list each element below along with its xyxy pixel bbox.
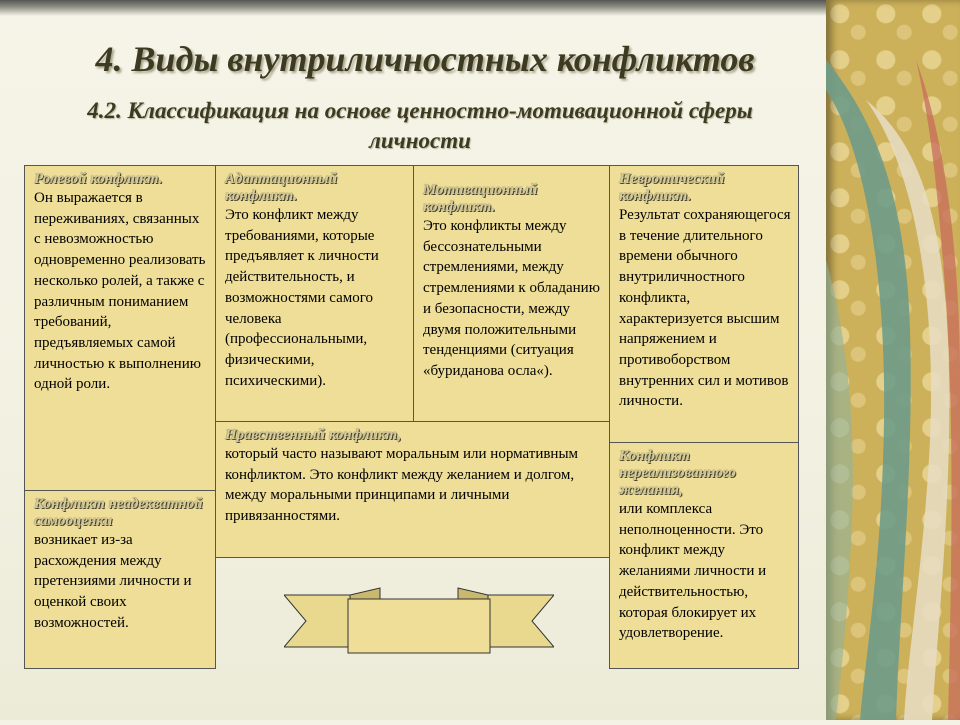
decorative-ribbons-graphic (826, 0, 960, 720)
adaptation-conflict-text: Это конфликт между требованиями, которые предъявляет к личности действительность, и возможностями самого человека (профессиональными, физическими, психическими). (225, 207, 379, 389)
role-conflict-heading: Ролевой конфликт. (34, 171, 163, 187)
top-shadow (0, 0, 830, 16)
self-esteem-conflict-heading: Конфликт неадекватной самооценки (34, 496, 203, 529)
adaptation-conflict-box (215, 165, 414, 422)
ribbon-banner-graphic (284, 585, 554, 661)
motivation-conflict-text: Это конфликты между бессознательными стремлениями, между стремлениями к обладанию и безопасности, между двумя положительными тенденциями (ситуация «буриданова осла«). (423, 218, 600, 379)
motivation-conflict-heading: Мотивационный конфликт. (423, 182, 538, 215)
neurotic-conflict-text: Результат сохраняющегося в течение длительного времени обычного внутриличностного конфликта, характеризуется высшим напряжением и противоборством внутренних сил и мотивов личности. (619, 207, 791, 410)
adaptation-conflict-heading: Адаптационный конфликт. (225, 171, 338, 204)
moral-conflict-heading: Нравственный конфликт, (225, 427, 402, 443)
unfulfilled-desire-conflict-text: или комплекса неполноценности. Это конфликт между желаниями личности и действительностью, которая блокирует их удовлетворение. (619, 501, 767, 642)
decorative-side-panel (826, 0, 960, 720)
neurotic-conflict-box (609, 165, 799, 443)
page-title: 4. Виды внутриличностных конфликтов (95, 39, 755, 79)
role-conflict-box (24, 165, 216, 491)
motivation-conflict-box (413, 165, 610, 422)
role-conflict-text: Он выражается в переживаниях, связанных с невозможностью одновременно реализовать несколько ролей, а также с различным пониманием требований, предъявляемых самой личностью к выполнению одной роли. (34, 190, 206, 393)
unfulfilled-desire-conflict-heading: Конфликт нереализованного желания, (619, 448, 736, 498)
self-esteem-conflict-box (24, 490, 216, 669)
neurotic-conflict-heading: Невротический конфликт. (619, 171, 725, 204)
moral-conflict-box (215, 421, 610, 558)
unfulfilled-desire-conflict-box (609, 442, 799, 669)
self-esteem-conflict-text: возникает из-за расхождения между претензиями личности и оценкой своих возможностей. (34, 532, 192, 631)
moral-conflict-text: который часто называют моральным или нормативным конфликтом. Это конфликт между желанием и долгом, между моральными принципами и личными привязанностями. (225, 446, 579, 525)
page-subtitle: 4.2. Классификация на основе ценностно-мотивационной сферы личности (87, 98, 753, 153)
